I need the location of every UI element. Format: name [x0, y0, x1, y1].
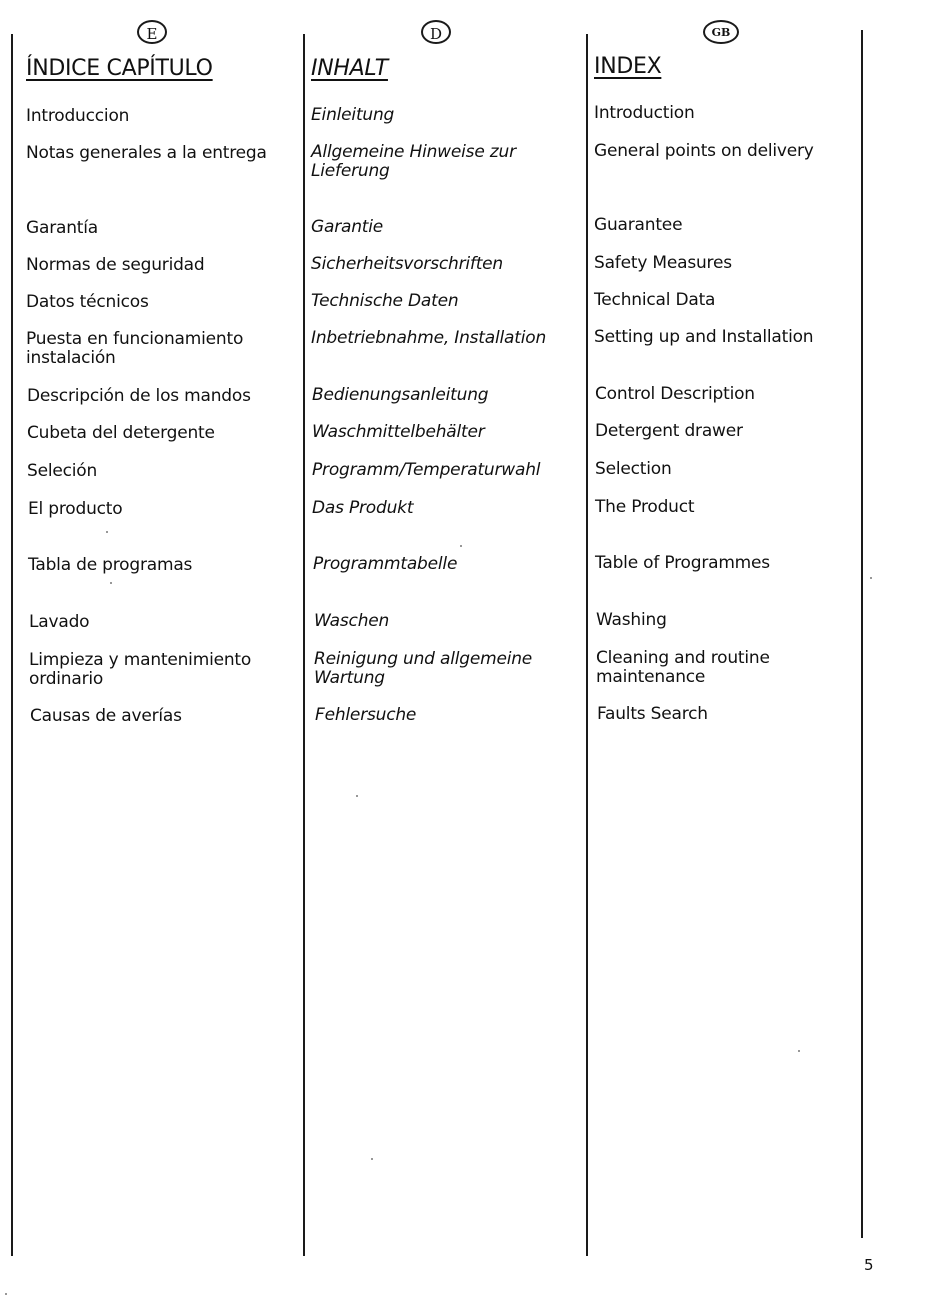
heading-german: INHALT: [311, 56, 388, 81]
index-entry-en-product: The Product: [595, 497, 695, 517]
scan-speck: [106, 531, 108, 533]
scan-speck: [798, 1050, 800, 1052]
heading-english: INDEX: [594, 54, 662, 79]
index-entry-en-faults: Faults Search: [597, 704, 708, 724]
index-entry-es-cleaning: Limpieza y mantenimiento ordinario: [29, 650, 252, 689]
index-entry-es-selection: Seleción: [27, 461, 98, 481]
lang-badge-spanish: E: [137, 20, 167, 44]
index-entry-es-introduction: Introduccion: [26, 106, 130, 126]
index-entry-es-faults: Causas de averías: [30, 706, 182, 726]
index-entry-en-detergent-drawer: Detergent drawer: [595, 421, 743, 441]
column-divider-center-left: [303, 34, 305, 1256]
index-entry-de-programme-table: Programmtabelle: [313, 554, 458, 574]
scan-speck: [110, 582, 112, 584]
index-entry-en-introduction: Introduction: [594, 103, 695, 123]
index-entry-en-cleaning: Cleaning and routine maintenance: [596, 648, 770, 687]
index-entry-de-introduction: Einleitung: [311, 105, 395, 125]
column-divider-center-right: [586, 34, 588, 1256]
index-entry-es-guarantee: Garantía: [26, 218, 98, 238]
lang-badge-english: GB: [703, 20, 739, 44]
index-entry-es-delivery: Notas generales a la entrega: [26, 143, 267, 163]
index-entry-de-guarantee: Garantie: [311, 217, 384, 237]
index-entry-es-washing: Lavado: [29, 612, 90, 632]
index-entry-es-technical-data: Datos técnicos: [26, 292, 149, 312]
index-entry-es-controls: Descripción de los mandos: [27, 386, 251, 406]
index-entry-en-programme-table: Table of Programmes: [595, 553, 770, 573]
index-entry-de-faults: Fehlersuche: [315, 705, 417, 725]
index-entry-en-guarantee: Guarantee: [594, 215, 683, 235]
index-entry-de-selection: Programm/Temperaturwahl: [312, 460, 541, 480]
index-entry-de-cleaning: Reinigung und allgemeine Wartung: [314, 649, 533, 688]
index-entry-en-delivery: General points on delivery: [594, 141, 814, 161]
index-entry-en-washing: Washing: [596, 610, 667, 630]
scan-speck: [371, 1158, 373, 1160]
scan-speck: [460, 545, 462, 547]
index-entry-de-delivery: Allgemeine Hinweise zur Lieferung: [311, 142, 516, 181]
column-divider-right: [861, 30, 863, 1238]
scan-speck: [870, 577, 872, 579]
index-entry-es-programme-table: Tabla de programas: [28, 555, 193, 575]
index-entry-de-product: Das Produkt: [312, 498, 414, 518]
index-entry-de-controls: Bedienungsanleitung: [312, 385, 489, 405]
index-entry-es-installation: Puesta en funcionamiento instalación: [26, 329, 244, 368]
index-entry-en-controls: Control Description: [595, 384, 755, 404]
index-entry-es-detergent-drawer: Cubeta del detergente: [27, 423, 215, 443]
index-entry-de-washing: Waschen: [314, 611, 390, 631]
index-entry-en-installation: Setting up and Installation: [594, 327, 814, 347]
index-entry-es-safety: Normas de seguridad: [26, 255, 205, 275]
page-number: 5: [864, 1256, 874, 1274]
column-divider-left: [11, 34, 13, 1256]
index-entry-de-installation: Inbetriebnahme, Installation: [311, 328, 547, 348]
heading-spanish: ÍNDICE CAPÍTULO: [26, 56, 213, 81]
index-entry-de-detergent-drawer: Waschmittelbehälter: [312, 422, 485, 442]
index-entry-en-selection: Selection: [595, 459, 672, 479]
lang-badge-german: D: [421, 20, 451, 44]
scan-speck: [356, 795, 358, 797]
index-entry-de-technical-data: Technische Daten: [311, 291, 459, 311]
index-entry-de-safety: Sicherheitsvorschriften: [311, 254, 503, 274]
index-entry-en-safety: Safety Measures: [594, 253, 732, 273]
scan-speck: [5, 1293, 7, 1295]
index-entry-es-product: El producto: [28, 499, 123, 519]
index-entry-en-technical-data: Technical Data: [594, 290, 716, 310]
